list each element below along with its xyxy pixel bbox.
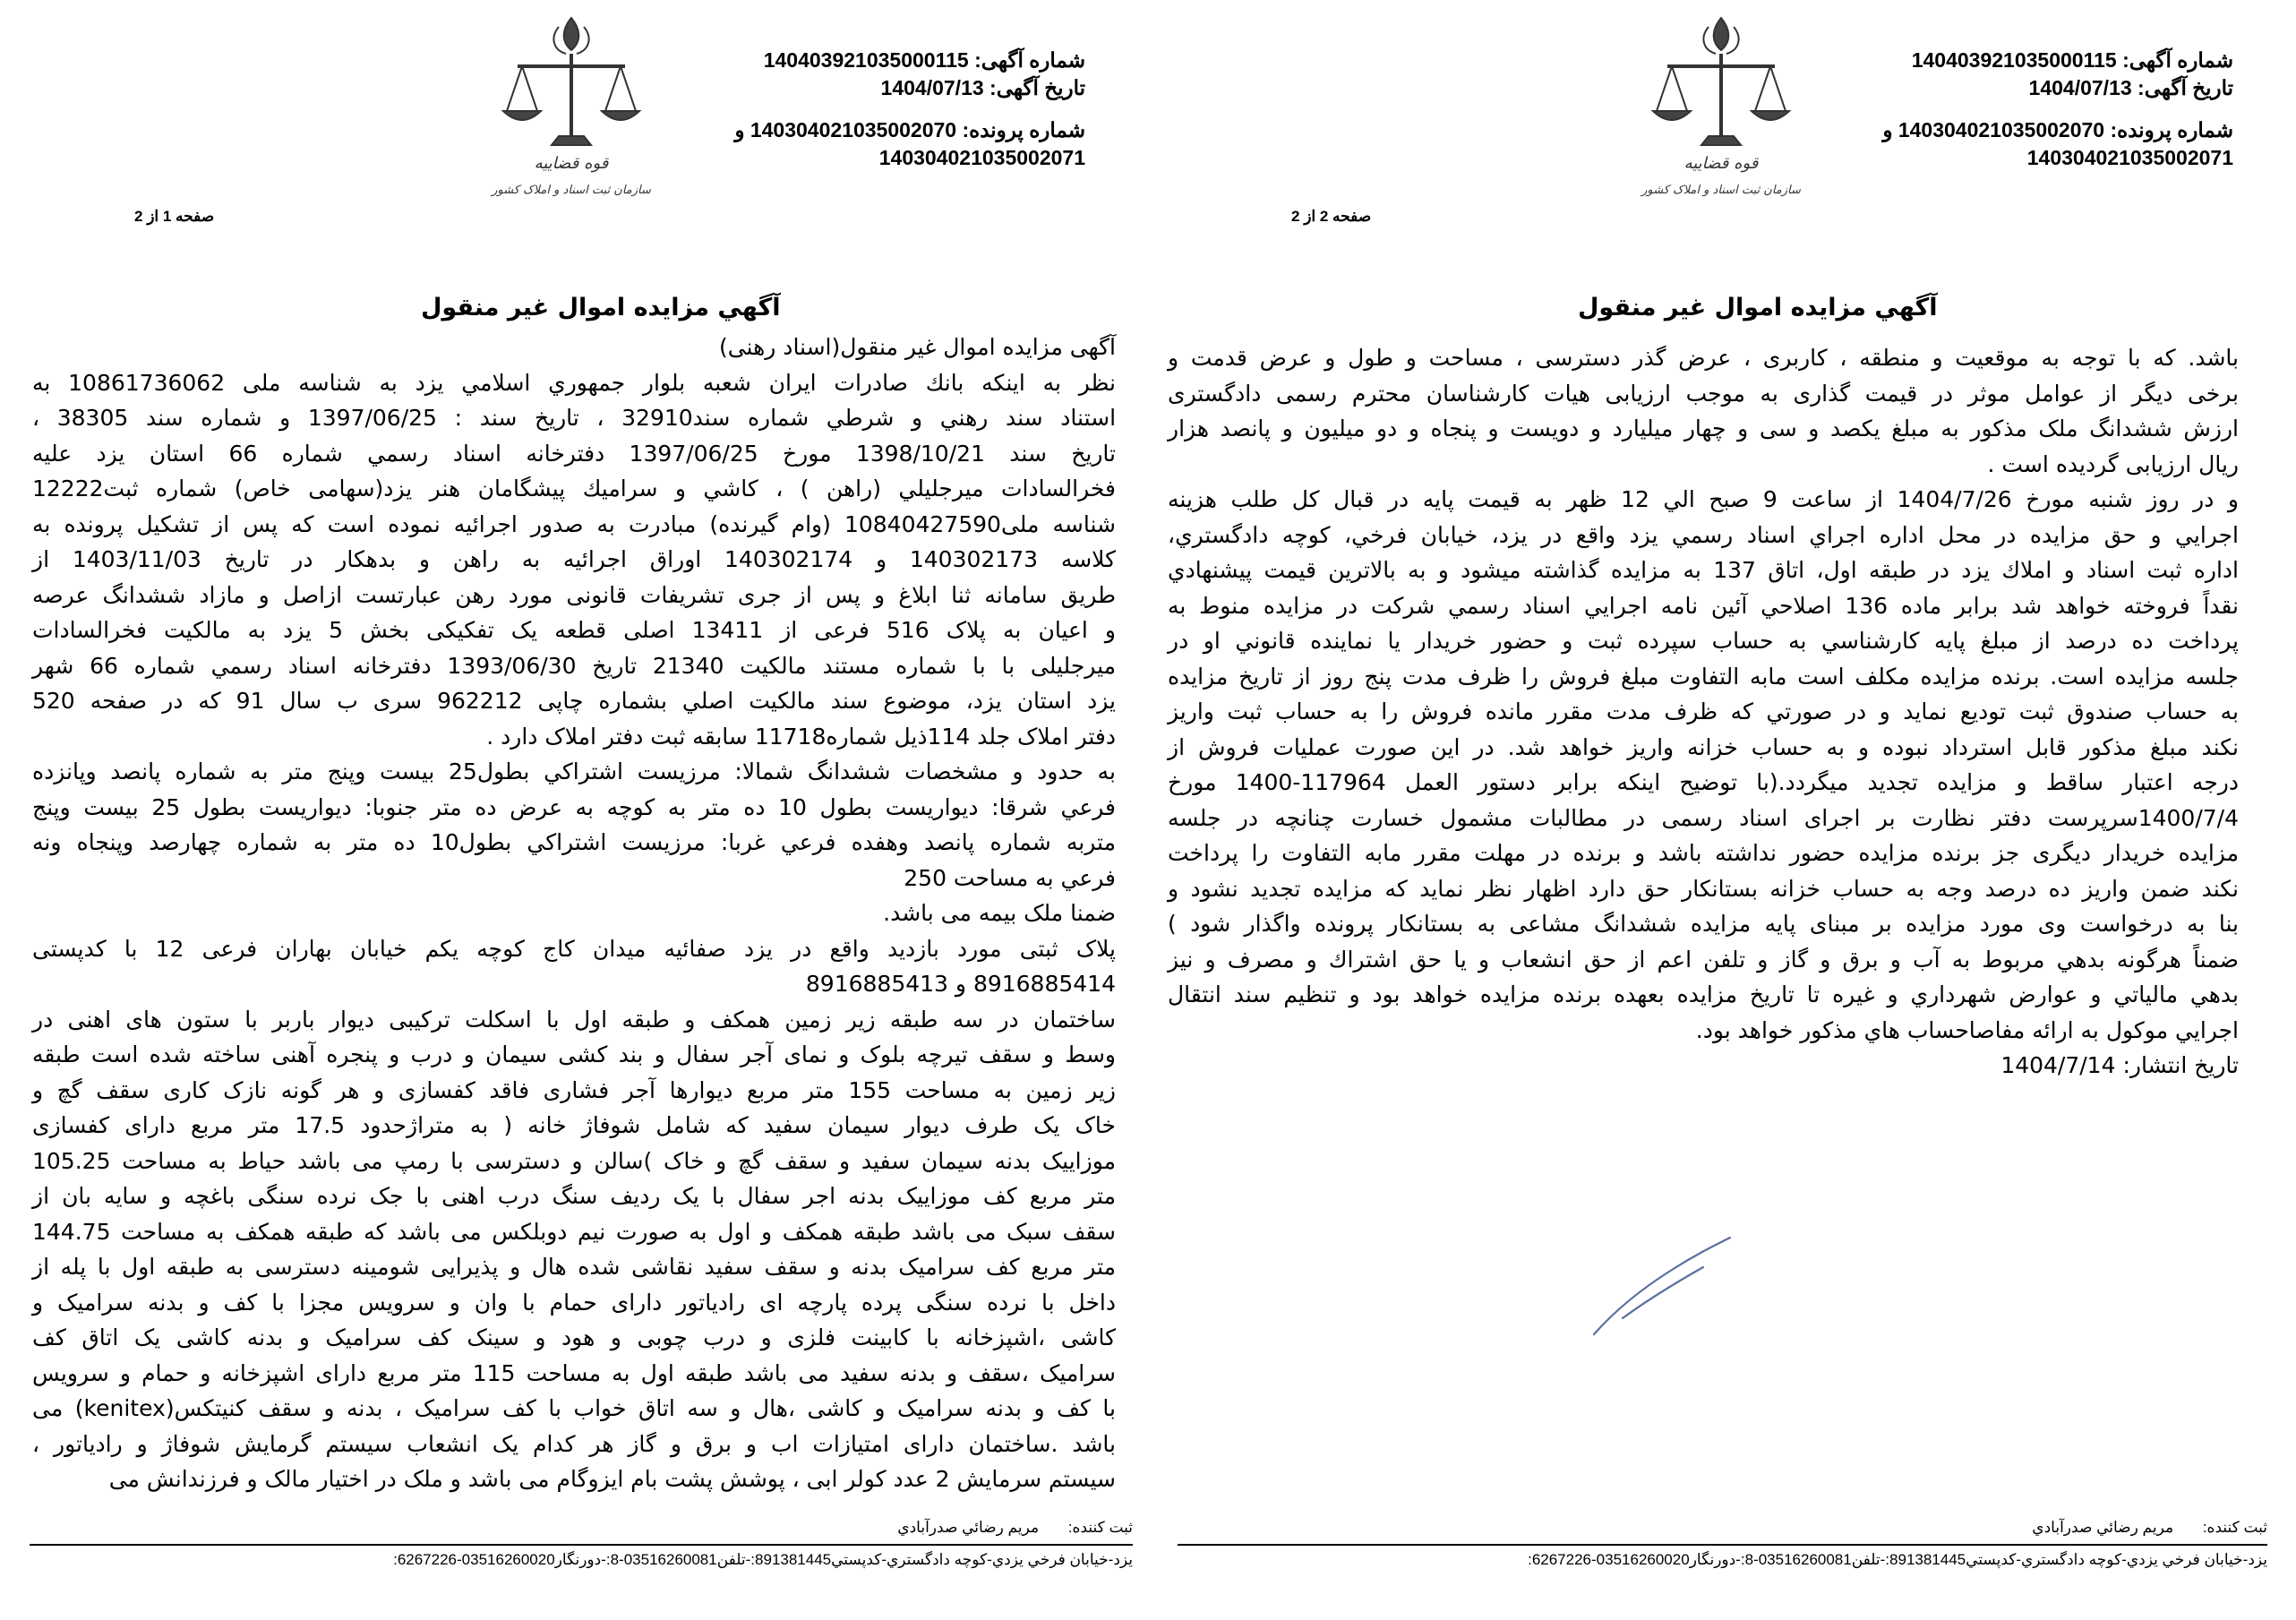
announcement-body [1168,340,2239,1084]
text-line: فخرالسادات ميرجليلي (راهن ) ، كاشي و سراميك پيشگامان هنر يزد(سهامی خاص) شماره ثبت12222 [32,476,1116,501]
text-line: ريال ارزيابی گرديده است . [1987,450,2239,477]
text-line: اجرايي و حق مزايده در محل اداره اجراي اسناد رسمي يزد واقع در يزد، خيابان فرخي، كوچه دادگستري، [1168,521,2239,548]
announcement-header [1882,47,2233,172]
judiciary-logo [473,11,670,203]
text-line: كلاسه 140302173 و 140302174 اوراق اجرائيه به راهن و بدهكار در تاريخ 1403/11/03 از [32,546,1116,572]
text-line: و در روز شنبه مورخ 1404/7/26 از ساعت 9 صبح الي 12 ظهر به قيمت پايه در قبال كل طلب هزينه [1168,486,2240,512]
footer-divider [1178,1544,2267,1546]
logo-text-registration-org: سازمان ثبت اسناد و املاک کشور [1641,184,1801,197]
text-line: متر مربع کف سراميک بدنه و سقف سفيد نقاشی شده هال و پذيرايی شومينه دسترسی به طبقه اول با پله از [32,1254,1116,1280]
footer [30,1519,1133,1569]
logo-text-judiciary: قوه قضاییه [534,154,609,173]
registrar-label: ثبت کننده: [2202,1519,2267,1536]
text-line: دفتر املاک جلد 114ذيل شماره11718 سابقه ثبت دفتر املاک دارد . [486,723,1116,750]
text-line: و اعيان به پلاک 516 فرعی از 13411 اصلی قطعه يک تفکيکی بخش 5 يزد به مالکيت فخرالسادات [32,617,1117,643]
text-line: بنا به درخواست وی مورد مزايده بر مبنای پايه مزايده ششدانگ مشاعی به بستانكار پرونده واگذار شود ) [1168,911,2239,937]
text-line: 8916885414 و 8916885413 [805,971,1116,997]
text-line: 1400/7/4سرپرست دفتر نظارت بر اجرای اسناد رسمی در مطالبات مشمول خسارت چنانچه در جلسه [1168,804,2239,831]
text-line: زير زمين به مساحت 155 متر مربع ديوارها آجر فشاری فاقد کفسازی و هر گونه نازک کاری سقف گچ و [32,1076,1117,1103]
text-line: کاشی ،اشپزخانه با کابينت فلزی و درب چوبی و هود و سينک کف سراميک و بدنه کاشی يک اتاق کف [32,1324,1116,1350]
signature [1587,1227,1739,1343]
text-line: پرداخت ده درصد از مبلغ پايه كارشناسي به حساب سپرده ثبت و حضور خريدار يا نماينده قانوني او در [1168,628,2239,654]
text-line: وسط و سقف تيرچه بلوک و نمای آجر سفال و بند کشی سيمان و درب و پنجره آهنی ساخته شده است طبقه [32,1041,1116,1067]
ad-date: تاریخ آگهی: 1404/07/13 [2028,76,2233,99]
text-line: متربه شماره پانصد وهفده فرعي غربا: مرزيست اشتراكي بطول10 ده متر به شماره چهارصد وپنجاه ونه [32,829,1116,855]
text-line: تاريخ انتشار: 1404/7/14 [2000,1052,2239,1078]
text-line: با کف و بدنه سراميک و کاشی ،هال و سه اتاق خواب با کف سراميک ، بدنه و سقف کنيتکس(kenitex) می [32,1395,1116,1421]
ad-number: شماره آگهی: 140403921035000115 [1911,48,2233,72]
page-number: صفحه 1 از 2 [134,208,215,225]
text-line: باشد .ساختمان دارای امتيازات اب و برق و گاز هر کدام يک انشعاب سيستم گرمايش شوفاژ و رادياتور ، [32,1430,1116,1457]
announcement-body [32,330,1116,1497]
text-line: برخی ديگر از عوامل موثر در قيمت گذاری به موجب ارزيابی هيات کارشناسان محترم رسمی دادگستری [1168,380,2239,407]
text-line: سيستم سرمايش 2 عدد کولر ابی ، پوشش پشت بام ايزوگام می باشد و ملک در اختيار مالک و فرزندانش می [108,1466,1116,1492]
text-line: اجرايي موكول به ارائه مفاصاحساب هاي مذكور خواهد بود. [1695,1016,2239,1043]
text-line: باشد. که با توجه به موقعيت و منطقه ، کاربری ، عرض گذر دسترسی ، مساحت و طول و عرض قدمت و [1168,345,2239,371]
text-line: جلسه مزايده است. برنده مزايده مكلف است مابه التفاوت مبلغ فروش را ظرف مدت پنج روز از تاريخ مزايده [1168,663,2239,690]
page-title: آگهي مزايده اموال غير منقول [1578,294,1938,321]
text-line: نظر به اينكه بانك صادرات ايران شعبه بلوار جمهوري اسلامي يزد به شناسه ملی 10861736062 به [32,369,1116,396]
text-line: ميرجليلی با با شماره مستند مالکيت 21340 تاريخ 1393/06/30 دفترخانه اسناد رسمي شماره 66 شهر [32,652,1116,679]
text-line: طريق سامانه ثنا ابلاغ و پس از جری تشريفات قانونی مورد رهن عبارتست ازاصل و مازاد ششدانگ عرصه [32,581,1116,608]
office-address: یزد-خیابان فرخي یزدي-کوچه دادگستري-کدپستي891381445:-تلفن03516260081-8:-دورنگار03516260020-6267226: [1528,1551,2267,1568]
registrar [1178,1519,2267,1542]
footer [1178,1519,2267,1569]
text-line: نكند ضمن واريز ده درصد وجه به حساب خزانه بستانكار حق دارد اظهار نظر نمايد كه مزايده تجديد نشود و [1168,875,2239,902]
text-line: پلاک ثبتی مورد بازديد واقع در يزد صفائيه ميدان كاج كوچه يكم خيابان بهاران فرعی 12 با كدپستی [32,935,1117,962]
text-line: به حدود و مشخصات ششدانگ شمالا: مرزيست اشتراكي بطول25 بيست وپنج متر به شماره پانصد وپانزده [32,759,1116,784]
text-line: نقداً فروخته خواهد شد برابر ماده 136 اصلاحي آئين نامه اجرايي اسناد رسمي شركت در مزايده منوط به [1168,592,2239,619]
office-address: یزد-خیابان فرخي یزدي-کوچه دادگستري-کدپستي891381445:-تلفن03516260081-8:-دورنگار03516260020-6267226: [393,1551,1133,1568]
text-line: متر مربع کف موزاييک بدنه اجر سفال با يک رديف سنگ درب اهنی با جک نرده سنگی باغچه و سايه بان از [32,1183,1116,1209]
text-line: ضمنا ملک بيمه می باشد. [883,900,1116,926]
text-line: نكند مبلغ مذكور قابل استرداد نبوده و به حساب خزانه واريز خواهد شد. در اين صورت عمليات فروش از [1168,733,2239,760]
ad-number: شماره آگهی: 140403921035000115 [763,48,1085,72]
file-number: شماره پرونده: 140304021035002070 و [734,118,1085,141]
page-2 [1148,0,2296,1620]
file-number: شماره پرونده: 140304021035002070 و [1882,118,2233,141]
registrar-label: ثبت کننده: [1067,1519,1133,1536]
page-number: صفحه 2 از 2 [1291,208,1372,225]
logo-text-judiciary: قوه قضاییه [1683,154,1759,173]
registrar-name: مریم رضائي صدرآبادي [2032,1519,2174,1536]
ad-date: تاریخ آگهی: 1404/07/13 [880,76,1085,99]
file-number-2: 140304021035002071 [2026,146,2233,169]
text-line: سراميک ،سقف و بدنه سفيد می باشد طبقه اول به مساحت 115 متر مربع دارای اشپزخانه و حمام و سرويس [32,1359,1116,1386]
text-line: يزد استان يزد، موضوع سند مالکيت اصلي بشماره چاپی 962212 سری ب سال 91 که در صفحه 520 [32,688,1116,714]
text-line: ساختمان در سه طبقه زير زمين همکف و طبقه اول با اسکلت ترکيبی ديوار باربر با ستون های اهنی در [32,1006,1116,1033]
judiciary-logo [1623,11,1820,203]
text-line: آگهی مزایده اموال غیر منقول(اسناد رهنی) [718,334,1116,360]
footer-divider [30,1544,1133,1546]
text-line: فرعي به مساحت 250 [904,864,1116,891]
registrar-name: مریم رضائي صدرآبادي [897,1519,1040,1536]
announcement-header [734,47,1085,172]
text-line: استناد سند رهني و شرطي شماره سند32910 ، تاريخ سند : 1397/06/25 و شماره سند 38305 ، [32,405,1117,431]
text-line: درجه اعتبار ساقط و مزايده تجديد ميگردد.(با توضيح اينكه برابر دستور العمل 117964-1400 مورخ [1168,769,2239,795]
text-line: بدهي مالياتي و عوارض شهرداري و غيره تا تاريخ مزايده بعهده برنده مزايده خواهد بود و تنظيم سند انتقال [1168,981,2239,1007]
file-number-2: 140304021035002071 [878,146,1085,169]
text-line: تاريخ سند 1398/10/21 مورخ 1397/06/25 دفترخانه اسناد رسمي شماره 66 استان يزد عليه [32,440,1116,467]
text-line: مزايده خريدار ديگری جز برنده مزايده حضور نداشته باشد و برنده در مهلت مقرر مابه التفاوت را پرداخت [1168,840,2239,866]
text-line: سقف سبک می باشد طبقه همکف و اول به صورت نيم دوبلکس می باشد که طبقه همکف به مساحت 144.75 [32,1218,1116,1245]
text-line: ضمناً هرگونه بدهي مربوط به آب و برق و گاز و تلفن اعم از حق انشعاب و يا حق اشتراك و مصرف و نيز [1168,946,2239,973]
registrar [30,1519,1133,1542]
text-line: به حساب صندوق ثبت توديع نمايد و در صورتي كه ظرف مدت مقرر مانده فروش را به حساب ثبت واريز [1168,699,2239,724]
text-line: شناسه ملی10840427590 (وام گيرنده) مبادرت به صدور اجرائيه نموده است كه پس از تشكيل پرونده به [32,510,1116,537]
text-line: ارزش ششدانگ ملک مذکور به مبلغ يکصد و سی و چهار ميليارد و دويست و پنجاه و دو ميليون و پانصد هزار [1168,416,2239,441]
text-line: اداره ثبت اسناد و املاك يزد در طبقه اول، اتاق 137 به مزايده گذاشته ميشود و به بالاترين قيمت پيشنهادي [1168,557,2239,583]
logo-text-registration-org: سازمان ثبت اسناد و املاک کشور [492,184,651,197]
text-line: خاک يک طرف ديوار سيمان سفيد که شامل شوفاژ خانه ( به متراژحدود 17.5 متر مربع دارای کفسازی [32,1112,1116,1138]
text-line: داخل با نرده سنگی پرده پارچه ای رادياتور دارای حمام با وان و سرويس مجزا با کف و بدنه سراميک و [32,1289,1116,1316]
page-title: آگهي مزايده اموال غير منقول [421,294,781,321]
text-line: موزاييک بدنه سيمان سفيد و سقف گچ و خاک )سالن و دسترسی با رمپ می باشد حياط به مساحت 105.25 [32,1147,1116,1174]
text-line: فرعي شرقا: ديواريست بطول 10 ده متر به كوچه به عرض ده متر جنوبا: ديواريست بطول 25 بيست وپنج [32,793,1116,820]
